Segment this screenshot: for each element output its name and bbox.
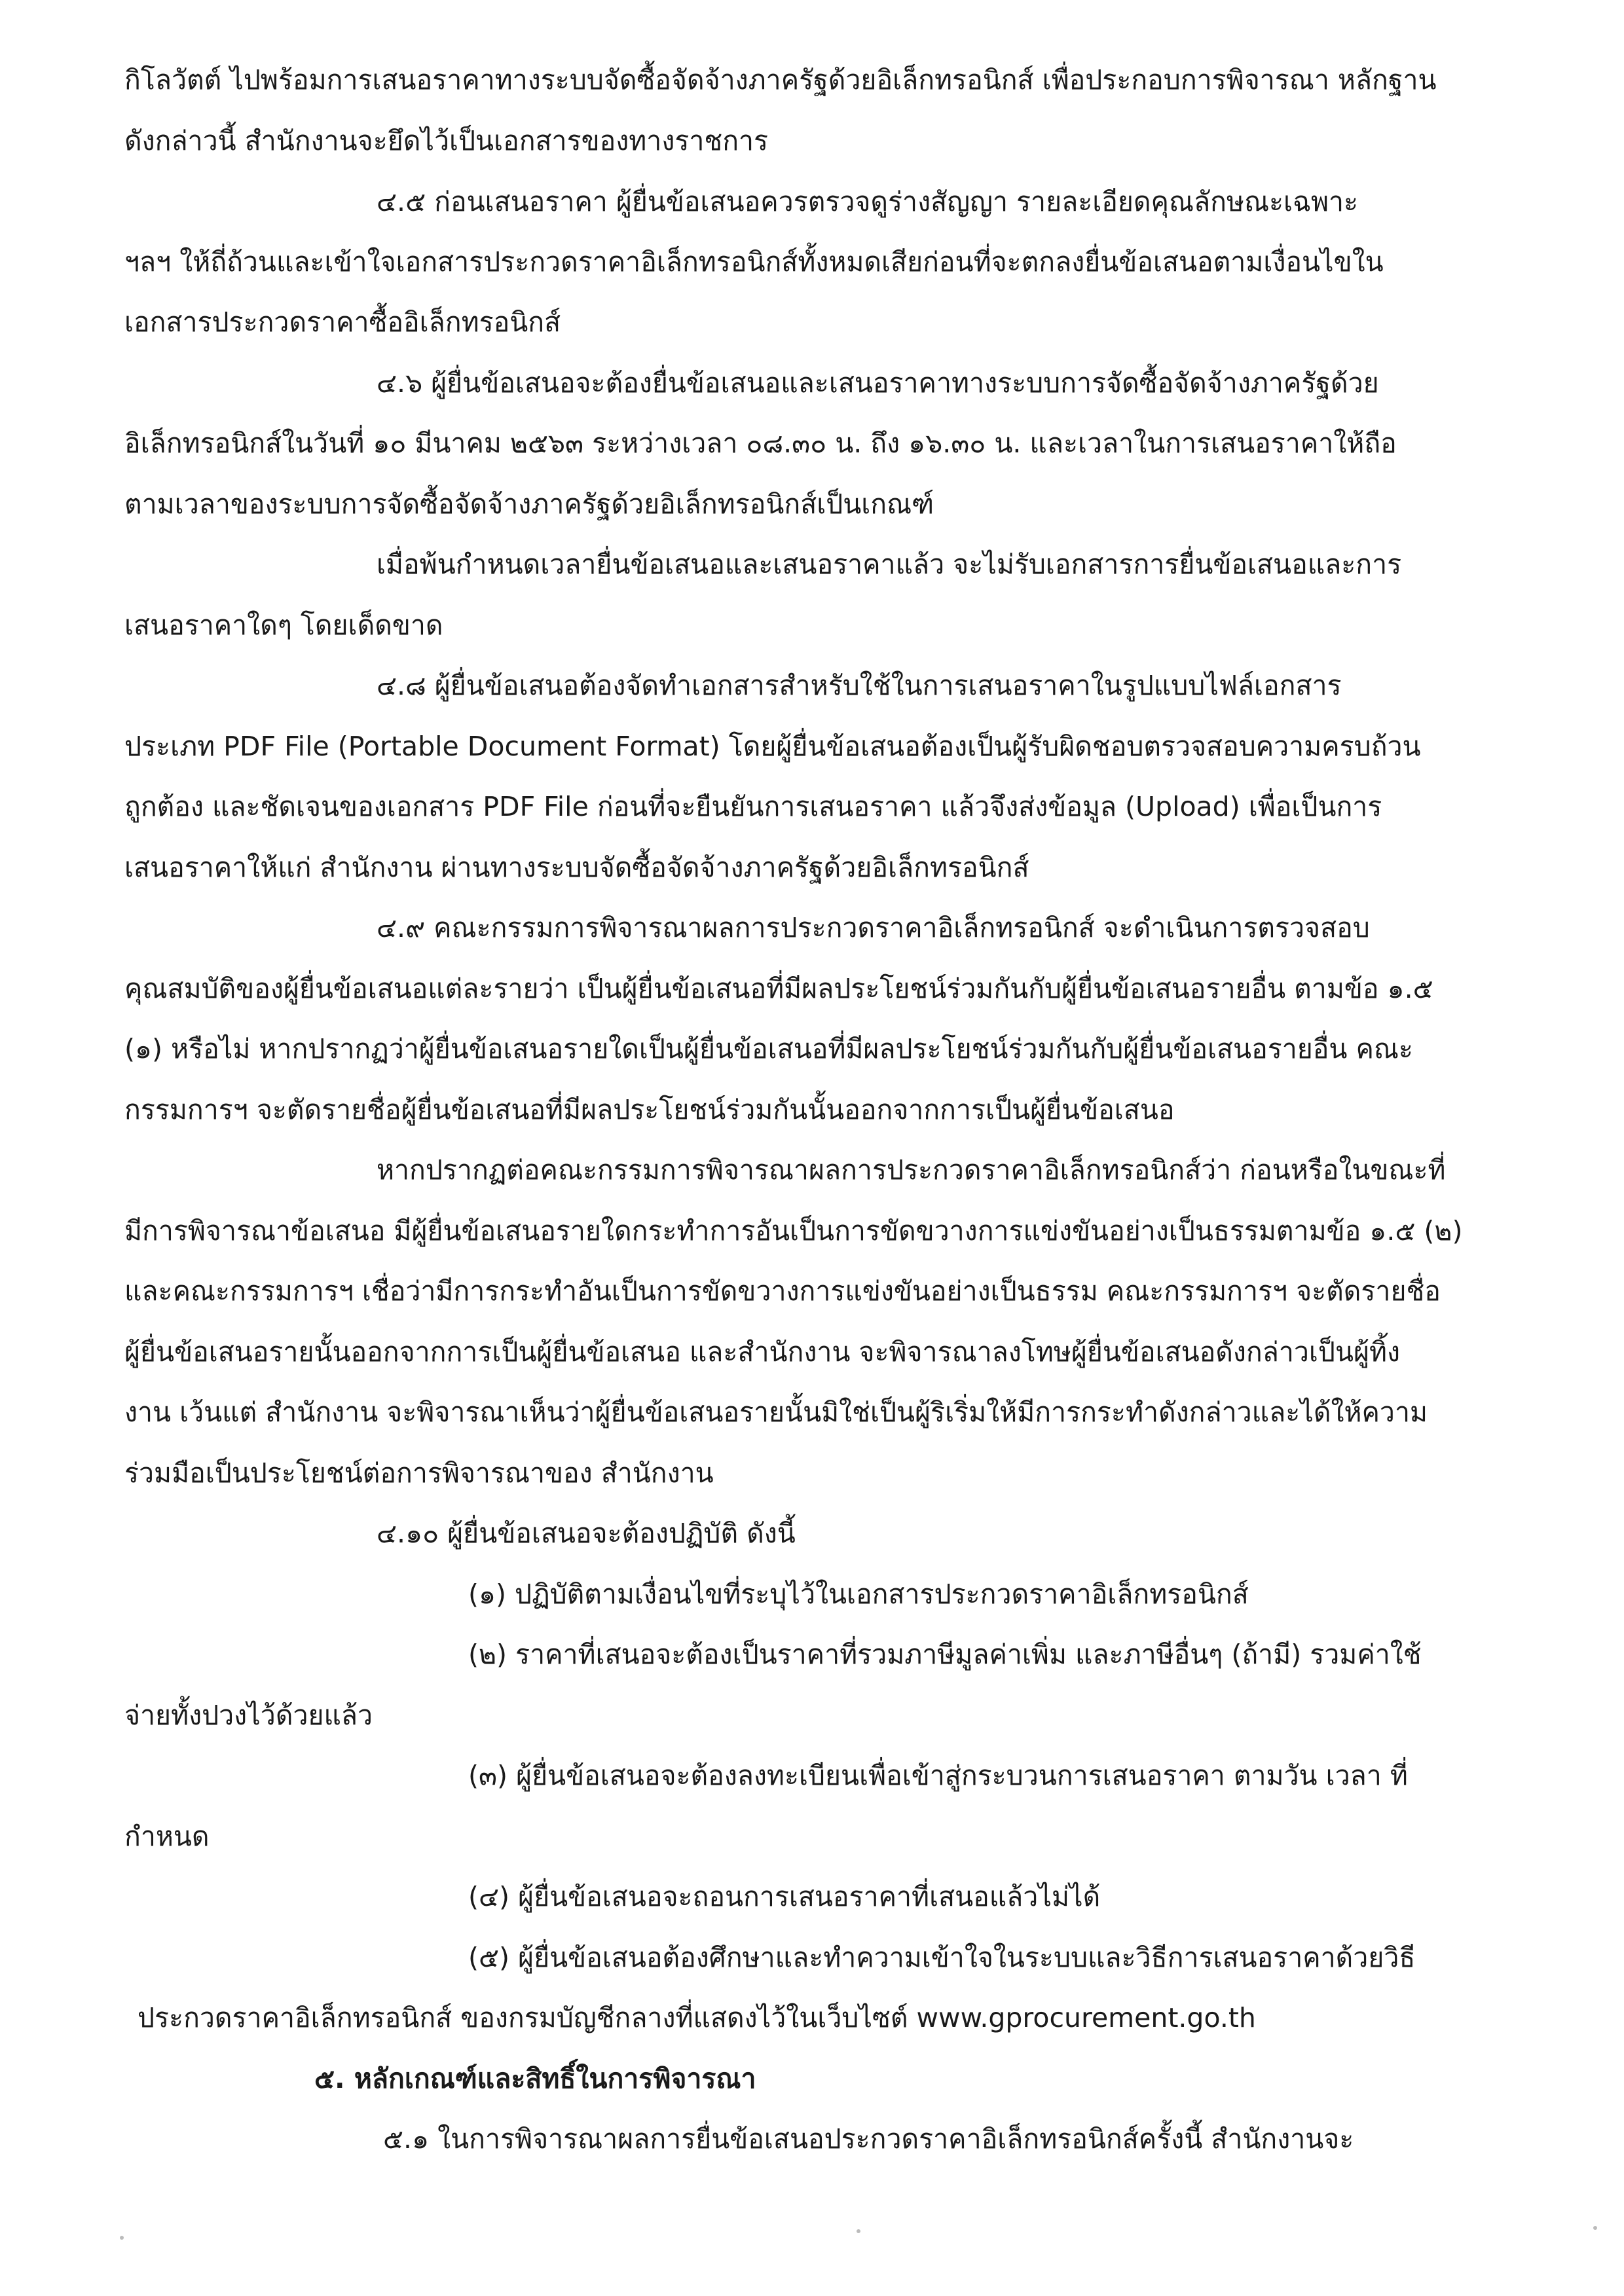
body-line: หากปรากฏต่อคณะกรรมการพิจารณาผลการประกวดราคาอิเล็กทรอนิกส์ว่า ก่อนหรือในขณะที่	[377, 1154, 1446, 1186]
clause-4-5-line: ๔.๕ ก่อนเสนอราคา ผู้ยื่นข้อเสนอควรตรวจดูร่างสัญญา รายละเอียดคุณลักษณะเฉพาะ	[377, 186, 1359, 217]
body-line: (๑) หรือไม่ หากปรากฏว่าผู้ยื่นข้อเสนอรายใดเป็นผู้ยื่นข้อเสนอที่มีผลประโยชน์ร่วมกันกับผู้ยื่นข้อเสนอรายอื่น คณะ	[124, 1033, 1413, 1065]
body-line: งาน เว้นแต่ สำนักงาน จะพิจารณาเห็นว่าผู้ยื่นข้อเสนอรายนั้นมิใช่เป็นผู้ริเริ่มให้มีการกระทำดังกล่าวและได้ให้ความ	[124, 1396, 1428, 1428]
sub-item-3: (๓) ผู้ยื่นข้อเสนอจะต้องลงทะเบียนเพื่อเข้าสู่กระบวนการเสนอราคา ตามวัน เวลา ที่	[468, 1760, 1408, 1791]
body-line: จ่ายทั้งปวงไว้ด้วยแล้ว	[124, 1700, 373, 1731]
body-line: ร่วมมือเป็นประโยชน์ต่อการพิจารณาของ สำนักงาน	[124, 1457, 714, 1489]
body-line: กำหนด	[124, 1821, 210, 1852]
body-line: กิโลวัตต์ ไปพร้อมการเสนอราคาทางระบบจัดซื้อจัดจ้างภาครัฐด้วยอิเล็กทรอนิกส์ เพื่อประกอบการพิจารณา หลักฐาน	[124, 64, 1437, 96]
body-line: และคณะกรรมการฯ เชื่อว่ามีการกระทำอันเป็นการขัดขวางการแข่งขันอย่างเป็นธรรม คณะกรรมการฯ จะตัดรายชื่อ	[124, 1275, 1441, 1307]
clause-4-10-line: ๔.๑๐ ผู้ยื่นข้อเสนอจะต้องปฏิบัติ ดังนี้	[377, 1518, 796, 1549]
body-line: ประกวดราคาอิเล็กทรอนิกส์ ของกรมบัญชีกลางที่แสดงไว้ในเว็บไซต์ www.gprocurement.go.th	[138, 2002, 1256, 2033]
body-line: กรรมการฯ จะตัดรายชื่อผู้ยื่นข้อเสนอที่มีผลประโยชน์ร่วมกันนั้นออกจากการเป็นผู้ยื่นข้อเสนอ	[124, 1094, 1175, 1125]
body-line: เมื่อพ้นกำหนดเวลายื่นข้อเสนอและเสนอราคาแล้ว จะไม่รับเอกสารการยื่นข้อเสนอและการ	[377, 549, 1402, 580]
section-5-heading: ๕. หลักเกณฑ์และสิทธิ์ในการพิจารณา	[314, 2063, 756, 2094]
scan-speck	[1593, 2226, 1597, 2230]
body-line: เสนอราคาให้แก่ สำนักงาน ผ่านทางระบบจัดซื้อจัดจ้างภาครัฐด้วยอิเล็กทรอนิกส์	[124, 852, 1029, 883]
sub-item-2: (๒) ราคาที่เสนอจะต้องเป็นราคาที่รวมภาษีมูลค่าเพิ่ม และภาษีอื่นๆ (ถ้ามี) รวมค่าใช้	[468, 1639, 1422, 1670]
clause-5-1-line: ๕.๑ ในการพิจารณาผลการยื่นข้อเสนอประกวดราคาอิเล็กทรอนิกส์ครั้งนี้ สำนักงานจะ	[383, 2123, 1354, 2155]
sub-item-1: (๑) ปฏิบัติตามเงื่อนไขที่ระบุไว้ในเอกสารประกวดราคาอิเล็กทรอนิกส์	[468, 1578, 1249, 1610]
scan-speck	[857, 2229, 860, 2233]
sub-item-5: (๕) ผู้ยื่นข้อเสนอต้องศึกษาและทำความเข้าใจในระบบและวิธีการเสนอราคาด้วยวิธี	[468, 1942, 1416, 1973]
body-line: ผู้ยื่นข้อเสนอรายนั้นออกจากการเป็นผู้ยื่นข้อเสนอ และสำนักงาน จะพิจารณาลงโทษผู้ยื่นข้อเสนอดังกล่าวเป็นผู้ทิ้ง	[124, 1336, 1401, 1368]
scan-speck	[120, 2236, 124, 2240]
body-line: ตามเวลาของระบบการจัดซื้อจัดจ้างภาครัฐด้วยอิเล็กทรอนิกส์เป็นเกณฑ์	[124, 488, 934, 520]
body-line: ประเภท PDF File (Portable Document Format) โดยผู้ยื่นข้อเสนอต้องเป็นผู้รับผิดชอบตรวจสอบความครบถ้วน	[124, 731, 1421, 762]
clause-4-8-line: ๔.๘ ผู้ยื่นข้อเสนอต้องจัดทำเอกสารสำหรับใช้ในการเสนอราคาในรูปแบบไฟล์เอกสาร	[377, 670, 1342, 701]
body-line: ถูกต้อง และชัดเจนของเอกสาร PDF File ก่อนที่จะยืนยันการเสนอราคา แล้วจึงส่งข้อมูล (Upload) เพื่อเป็นการ	[124, 791, 1382, 822]
body-line: คุณสมบัติของผู้ยื่นข้อเสนอแต่ละรายว่า เป็นผู้ยื่นข้อเสนอที่มีผลประโยชน์ร่วมกันกับผู้ยื่นข้อเสนอรายอื่น ตามข้อ ๑.๕	[124, 973, 1433, 1004]
body-line: เอกสารประกวดราคาซื้ออิเล็กทรอนิกส์	[124, 306, 561, 338]
body-line: เสนอราคาใดๆ โดยเด็ดขาด	[124, 610, 443, 641]
body-line: ฯลฯ ให้ถี่ถ้วนและเข้าใจเอกสารประกวดราคาอิเล็กทรอนิกส์ทั้งหมดเสียก่อนที่จะตกลงยื่นข้อเสนอตามเงื่อนไขใน	[124, 246, 1384, 278]
body-line: อิเล็กทรอนิกส์ในวันที่ ๑๐ มีนาคม ๒๕๖๓ ระหว่างเวลา ๐๘.๓๐ น. ถึง ๑๖.๓๐ น. และเวลาในการเสนอราคาให้ถือ	[124, 428, 1397, 459]
body-line: ดังกล่าวนี้ สำนักงานจะยึดไว้เป็นเอกสารของทางราชการ	[124, 125, 769, 156]
clause-4-9-line: ๔.๙ คณะกรรมการพิจารณาผลการประกวดราคาอิเล็กทรอนิกส์ จะดำเนินการตรวจสอบ	[377, 912, 1370, 943]
sub-item-4: (๔) ผู้ยื่นข้อเสนอจะถอนการเสนอราคาที่เสนอแล้วไม่ได้	[468, 1881, 1101, 1912]
clause-4-6-line: ๔.๖ ผู้ยื่นข้อเสนอจะต้องยื่นข้อเสนอและเสนอราคาทางระบบการจัดซื้อจัดจ้างภาครัฐด้วย	[377, 367, 1379, 399]
body-line: มีการพิจารณาข้อเสนอ มีผู้ยื่นข้อเสนอรายใดกระทำการอันเป็นการขัดขวางการแข่งขันอย่างเป็นธรรมตามข้อ ๑.๕ (๒)	[124, 1215, 1463, 1247]
